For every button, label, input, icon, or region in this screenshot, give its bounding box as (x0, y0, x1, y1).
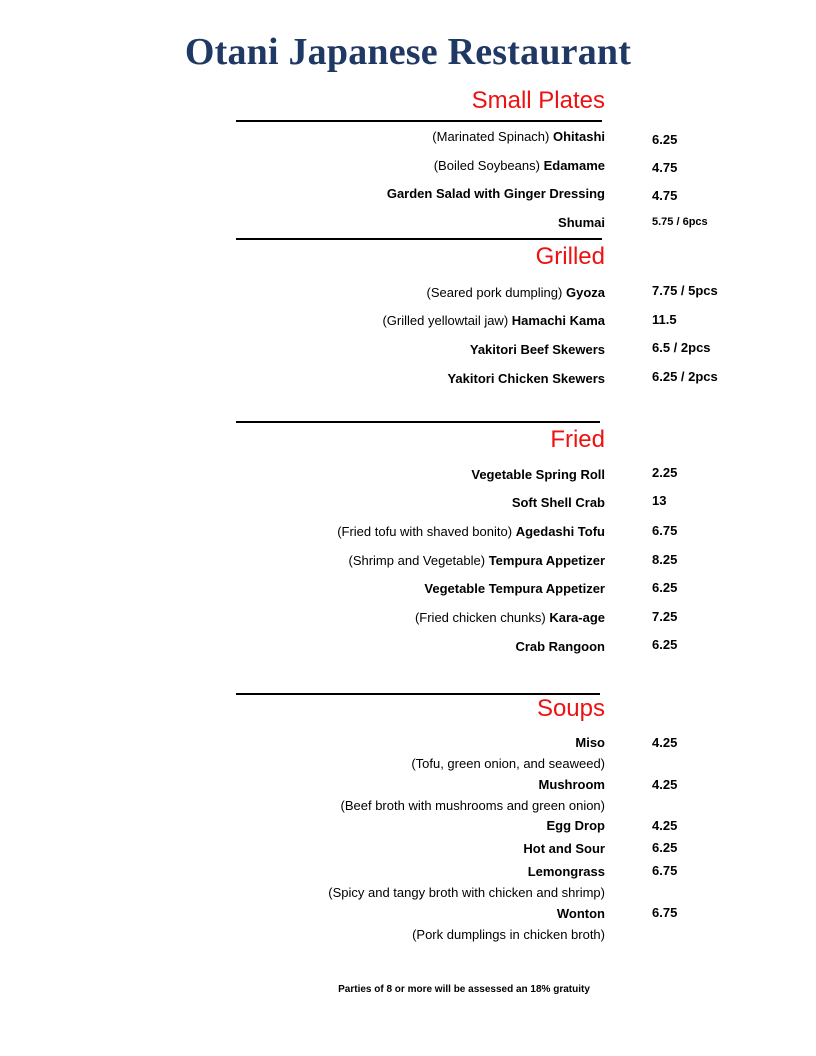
item-name: Tempura Appetizer (488, 553, 605, 568)
item-price: 6.25 (652, 580, 678, 595)
item-price: 6.25 (652, 132, 678, 147)
menu-item-wonton (145, 903, 605, 945)
item-name: Ohitashi (552, 129, 605, 144)
item-description: (Spicy and tangy broth with chicken and shrimp) (328, 885, 605, 900)
item-price: 5.75 / 6pcs (652, 216, 708, 228)
item-price: 6.75 (652, 523, 678, 538)
section-title-soups: Soups (536, 695, 605, 722)
section-title-fried: Fried (550, 426, 605, 453)
menu-item-egg-drop (145, 815, 605, 836)
item-price: 4.25 (652, 818, 678, 833)
menu-item-agedashi-tofu (145, 521, 605, 542)
menu-item-yakitori-beef (145, 339, 605, 360)
item-name: Lemongrass (527, 864, 605, 879)
menu-item-hamachi-kama (145, 310, 605, 331)
item-name: Vegetable Tempura Appetizer (424, 581, 605, 596)
item-price: 6.25 / 2pcs (652, 369, 718, 384)
item-price: 7.25 (652, 609, 678, 624)
item-name: Egg Drop (546, 818, 605, 833)
item-name: Soft Shell Crab (511, 495, 605, 510)
item-name: Crab Rangoon (515, 639, 605, 654)
item-price: 8.25 (652, 552, 678, 567)
item-name: Vegetable Spring Roll (471, 467, 605, 482)
item-prefix: (Marinated Spinach) (432, 129, 550, 144)
menu-item-edamame (145, 155, 605, 176)
item-price: 6.75 (652, 863, 678, 878)
item-price: 6.25 (652, 840, 678, 855)
item-name: Hamachi Kama (511, 313, 605, 328)
section-divider (236, 238, 602, 240)
item-name: Kara-age (549, 610, 605, 625)
menu-item-gyoza (145, 282, 605, 303)
menu-item-ohitashi (145, 126, 605, 147)
menu-item-soft-shell-crab (145, 492, 605, 513)
menu-item-mushroom (145, 774, 605, 816)
menu-item-lemongrass (145, 861, 605, 903)
restaurant-title: Otani Japanese Restaurant (184, 31, 632, 73)
item-description: (Tofu, green onion, and seaweed) (411, 756, 605, 771)
menu-item-vegetable-tempura (145, 578, 605, 599)
menu-item-yakitori-chicken (145, 368, 605, 389)
menu-item-shumai (145, 212, 605, 233)
item-name: Wonton (556, 906, 605, 921)
menu-item-garden-salad (145, 183, 605, 204)
item-price: 7.75 / 5pcs (652, 283, 718, 298)
item-name: Edamame (543, 158, 605, 173)
section-title-grilled: Grilled (535, 243, 605, 270)
gratuity-note: Parties of 8 or more will be assessed an 18% gratuity (338, 984, 590, 995)
item-prefix: (Shrimp and Vegetable) (348, 553, 486, 568)
item-price: 11.5 (652, 312, 677, 327)
item-prefix: (Seared pork dumpling) (426, 285, 563, 300)
item-price: 4.75 (652, 188, 678, 203)
item-description: (Pork dumplings in chicken broth) (412, 927, 605, 942)
menu-item-tempura-appetizer (145, 550, 605, 571)
menu-item-spring-roll (145, 464, 605, 485)
item-price: 4.25 (652, 777, 678, 792)
item-name: Yakitori Beef Skewers (469, 342, 605, 357)
item-name: Hot and Sour (523, 841, 605, 856)
item-prefix: (Grilled yellowtail jaw) (382, 313, 509, 328)
item-prefix: (Boiled Soybeans) (433, 158, 540, 173)
item-name: Agedashi Tofu (515, 524, 605, 539)
section-divider (236, 120, 602, 122)
item-name: Garden Salad with Ginger Dressing (386, 186, 605, 201)
item-price: 6.75 (652, 905, 678, 920)
item-name: Mushroom (538, 777, 605, 792)
item-price: 4.75 (652, 160, 678, 175)
menu-item-miso (145, 732, 605, 774)
item-description: (Beef broth with mushrooms and green onion) (340, 798, 605, 813)
item-name: Shumai (558, 215, 605, 230)
item-name: Yakitori Chicken Skewers (447, 371, 605, 386)
section-divider (236, 421, 600, 423)
item-price: 13 (652, 493, 667, 508)
item-price: 6.5 / 2pcs (652, 340, 711, 355)
item-name: Miso (575, 735, 605, 750)
menu-item-hot-and-sour (145, 838, 605, 859)
item-name: Gyoza (565, 285, 605, 300)
item-price: 6.25 (652, 637, 678, 652)
section-title-small-plates: Small Plates (471, 87, 605, 114)
menu-item-crab-rangoon (145, 636, 605, 657)
item-price: 4.25 (652, 735, 678, 750)
item-prefix: (Fried chicken chunks) (414, 610, 546, 625)
menu-item-kara-age (145, 607, 605, 628)
item-prefix: (Fried tofu with shaved bonito) (337, 524, 513, 539)
item-price: 2.25 (652, 465, 678, 480)
